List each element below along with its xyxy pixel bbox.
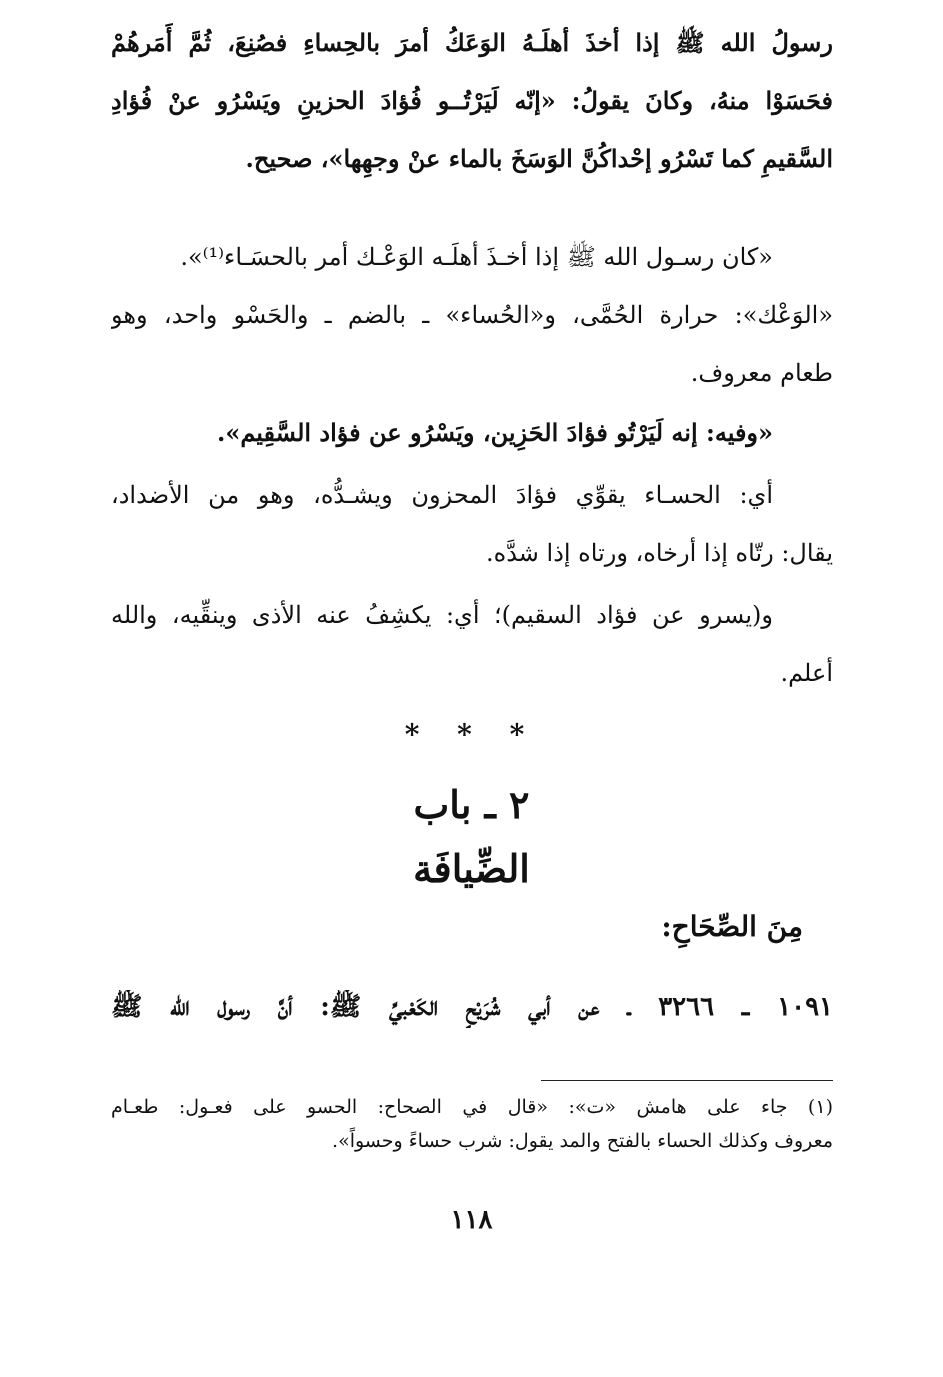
paragraph-conclusion [111,586,833,702]
text-line: رسولُ الله ﷺ إذا أخذَ أهلَـهُ الوَعَكُ أمرَ بالحِساءِ فصُنِعَ، ثُمَّ أَمَرهُمْ [111,28,833,57]
footnote-line: معروف وكذلك الحساء بالفتح والمد يقول: شرب حساءً وحسواً». [332,1130,833,1152]
chapter-number: ٢ ـ باب [413,782,530,827]
page-number: ١١٨ [450,1205,493,1235]
text-line: يقال: رتّاه إذا أرخاه، ورتاه إذا شدَّه. [485,539,833,567]
paragraph-explanation [111,466,833,582]
footnote-divider [541,1080,833,1081]
chapter-title: الضِّيافَة [413,846,530,891]
text-line: فحَسَوْا منهُ، وكانَ يقولُ: «إنّه لَيَرْتُــو فُؤادَ الحزينِ ويَسْرُو عنْ فُؤادِ [111,86,833,115]
section-separator: * * * [404,718,539,751]
hadith-line: ١٠٩١ ـ ٣٢٦٦ ـ عن أبي شُرَيْحٍ الكَعْبيِّ ﷺ: أنَّ رسول الله ﷺ [111,992,833,1022]
footnote-line: (١) جاء على هامش «ت»: «قال في الصحاح: الحسو على فعـول: طعـام [111,1096,833,1118]
text-line: «وفيه: إنه لَيَرْتُو فؤادَ الحَزِين، ويَسْرُو عن فؤاد السَّقِيم». [216,418,773,447]
paragraph-definition [111,286,833,402]
paragraph-quote [111,228,833,286]
text-line: «كان رسـول الله ﷺ إذا أخـذَ أهلَـه الوَعْـك أمر بالحسَـاء⁽¹⁾». [180,243,773,271]
footnote [111,1090,833,1158]
text-line: طعام معروف. [690,359,833,387]
text-line: أي: الحسـاء يقوِّي فؤادَ المحزون ويشـدُّه، وهو من الأضداد، [111,481,773,509]
text-line: السَّقيمِ كما تَسْرُو إحْداكُنَّ الوَسَخَ بالماء عنْ وجهِها»، صحيح. [245,144,833,173]
text-line: «الوَعْك»: حرارة الحُمَّى، و«الحُساء» ـ بالضم ـ والحَسْو واحد، وهو [111,301,833,329]
paragraph-hadith-text [111,14,833,188]
text-line: أعلم. [780,659,833,687]
text-line: و(يسرو عن فؤاد السقيم)؛ أي: يكشِفُ عنه الأذى وينقِّيه، والله [111,601,773,629]
section-label: مِنَ الصِّحَاحِ: [661,910,803,943]
paragraph-fihi [111,404,833,462]
